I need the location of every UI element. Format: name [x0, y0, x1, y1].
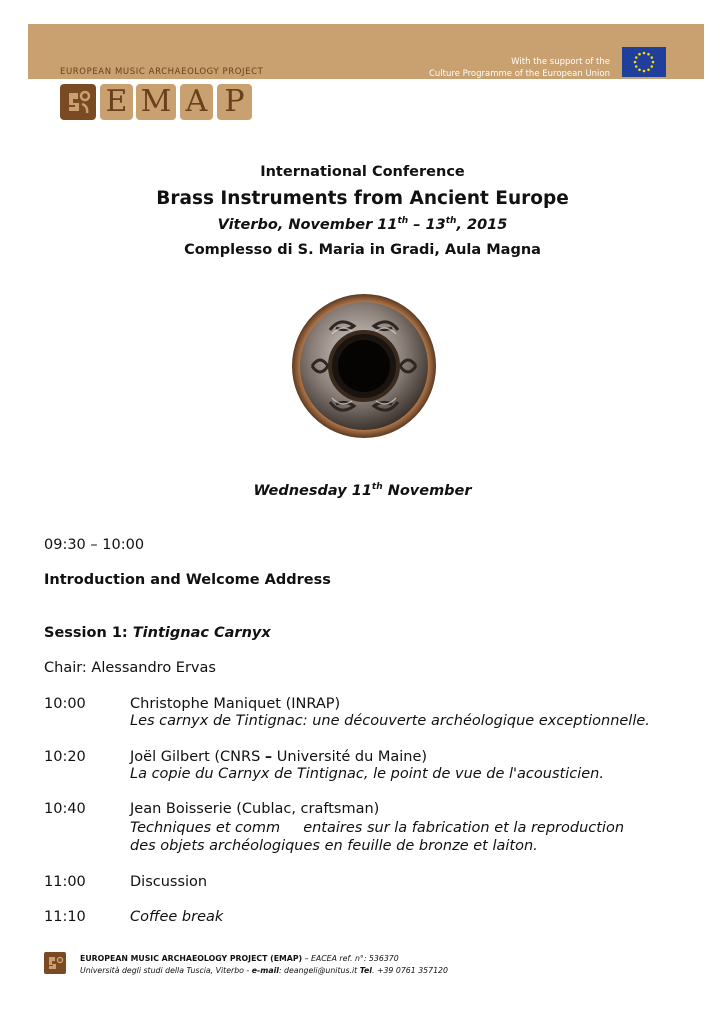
conference-title: Brass Instruments from Ancient Europe [156, 188, 569, 209]
footer-ref: – EACEA ref. n°: 536370 [302, 954, 399, 963]
day-heading-suffix: th [371, 482, 383, 492]
coffee-label: Coffee break [130, 909, 224, 925]
support-text-line1: With the support of the [511, 57, 610, 67]
date-suffix-1: th [397, 216, 409, 226]
eu-flag-icon [622, 47, 666, 77]
talk2-speaker-name: Joël Gilbert (CNRS [130, 749, 265, 765]
talk2-time: 10:20 [44, 749, 86, 765]
footer-email-label: e-mail [251, 966, 279, 975]
conference-venue: Complesso di S. Maria in Gradi, Aula Magna [184, 242, 541, 258]
talk1-title: Les carnyx de Tintignac: une découverte archéologique exceptionnelle. [130, 713, 650, 729]
eu-star [638, 68, 641, 71]
discussion-label: Discussion [130, 874, 208, 890]
footer-logo-icon [44, 952, 66, 974]
footer-tel: . +39 0761 357120 [371, 966, 448, 975]
intro-time: 09:30 – 10:00 [44, 537, 145, 553]
footer-line1 [80, 954, 399, 963]
logo-letter-m: M [136, 84, 176, 120]
project-name: EUROPEAN MUSIC ARCHAEOLOGY PROJECT [60, 67, 264, 77]
support-text-line2: Culture Programme of the European Union [428, 69, 610, 79]
talk3-speaker: Jean Boisserie (Cublac, craftsman) [130, 801, 380, 817]
emap-logo-mark-icon [60, 84, 96, 120]
talk2-speaker-affiliation: Université du Maine) [272, 749, 428, 765]
eu-star [652, 61, 655, 64]
carnyx-disc-image [280, 290, 444, 446]
session-label: Session 1: [44, 625, 133, 641]
coffee-time: 11:10 [44, 909, 86, 925]
session-chair: Chair: Alessandro Ervas [44, 660, 216, 676]
talk3-time: 10:40 [44, 801, 86, 817]
eu-star [650, 56, 653, 59]
date-text-start: Viterbo, November 11 [217, 216, 398, 233]
eu-star [650, 65, 653, 68]
eu-star [635, 56, 638, 59]
date-suffix-2: th [445, 216, 457, 226]
day-heading-text: Wednesday 11 [253, 482, 372, 499]
eu-star [647, 53, 650, 56]
talk2-speaker [130, 749, 427, 765]
conference-date [0, 216, 725, 233]
intro-title: Introduction and Welcome Address [44, 572, 331, 588]
talk3-title-line1: Techniques et comm entaires sur la fabrication et la reproduction [130, 820, 625, 836]
date-text-end: , 2015 [456, 216, 508, 233]
session-name: Tintignac Carnyx [132, 625, 271, 641]
eu-star [647, 68, 650, 71]
discussion-time: 11:00 [44, 874, 86, 890]
date-text-middle: – 13 [408, 216, 446, 233]
footer-project: EUROPEAN MUSIC ARCHAEOLOGY PROJECT (EMAP) [80, 954, 303, 963]
logo-letter-a: A [180, 84, 213, 120]
talk1-time: 10:00 [44, 696, 86, 712]
day-heading-month: November [382, 482, 472, 499]
footer-line2 [80, 966, 448, 975]
eu-star [635, 65, 638, 68]
footer-university: Università degli studi della Tuscia, Viterbo - [80, 966, 252, 975]
talk3-title-line2: des objets archéologiques en feuille de bronze et laiton. [130, 838, 538, 854]
eu-star [643, 52, 646, 55]
conference-type: International Conference [260, 164, 465, 180]
eu-star [638, 53, 641, 56]
logo-letter-p: P [217, 84, 252, 120]
talk1-speaker: Christophe Maniquet (INRAP) [130, 696, 341, 712]
eu-star [643, 70, 646, 73]
footer-email: : deangeli@unitus.it [278, 966, 360, 975]
session-heading [44, 625, 271, 641]
day-heading [0, 482, 725, 499]
logo-letter-e: E [100, 84, 133, 120]
talk2-dash: – [264, 749, 273, 765]
talk2-title: La copie du Carnyx de Tintignac, le point de vue de l'acousticien. [130, 766, 604, 782]
footer-tel-label: Tel [359, 966, 372, 975]
eu-star [634, 61, 637, 64]
